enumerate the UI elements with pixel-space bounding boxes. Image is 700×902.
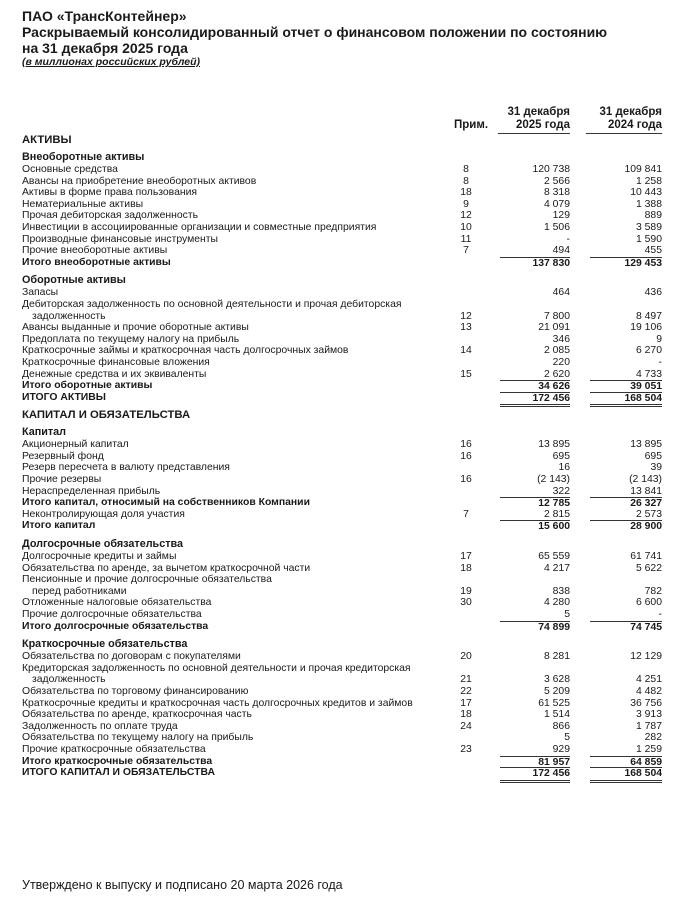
table-row (0, 334, 700, 346)
table-row (0, 497, 700, 509)
section-heading-row (0, 131, 700, 148)
row-label: АКТИВЫ (22, 134, 72, 146)
table-row (0, 609, 700, 621)
row-label: Активы в форме права пользования (22, 187, 198, 199)
document-header (22, 8, 682, 68)
subsection-heading-row (0, 635, 700, 651)
table-row (0, 621, 700, 633)
row-value-2025: 81 957 (500, 756, 570, 769)
row-note: 7 (463, 245, 469, 257)
row-value-2025: 2 815 (543, 508, 570, 520)
row-note: 22 (460, 685, 472, 697)
company-name: ПАО «ТрансКонтейнер» (22, 8, 187, 24)
row-value-2025: 4 217 (543, 562, 570, 574)
row-note: 15 (460, 368, 472, 380)
row-value-2025: 346 (552, 333, 570, 345)
row-value-2025: 1 506 (543, 221, 570, 233)
subsection-heading-row (0, 535, 700, 551)
row-label: Прочие краткосрочные обязательства (22, 743, 206, 755)
row-label: Внеоборотные активы (22, 151, 145, 163)
row-value-2025: 129 (552, 210, 570, 222)
row-note: 18 (460, 709, 472, 721)
subsection-heading-row (0, 148, 700, 164)
row-note: 18 (460, 562, 472, 574)
table-row (0, 698, 700, 710)
row-label: Долгосрочные кредиты и займы (22, 551, 177, 563)
row-value-2024: 3 913 (635, 709, 662, 721)
column-header-2024 (586, 106, 662, 134)
row-value-2024: 109 841 (624, 164, 662, 175)
row-value-2024: 3 589 (635, 221, 662, 233)
row-value-2024: 26 327 (590, 497, 662, 510)
row-value-2024: 695 (644, 450, 662, 462)
row-note: 10 (460, 221, 472, 233)
row-label: Обязательства по текущему налогу на прибыль (22, 732, 254, 744)
row-value-2024: 12 129 (630, 651, 662, 663)
row-label: Обязательства по договорам с покупателями (22, 651, 241, 663)
table-row (0, 164, 700, 176)
table-row (0, 686, 700, 698)
table-row (0, 663, 700, 675)
table-row (0, 222, 700, 234)
row-value-2025: 15 600 (500, 520, 570, 533)
row-label: Денежные средства и их эквиваленты (22, 368, 207, 380)
row-note: 17 (460, 551, 472, 563)
table-row (0, 199, 700, 211)
row-value-2025: 2 620 (543, 368, 570, 380)
row-value-2024: 889 (644, 210, 662, 222)
row-label: Прочие долгосрочные обязательства (22, 609, 202, 620)
row-value-2024: 168 504 (590, 767, 662, 783)
row-label: задолженность (32, 310, 106, 322)
row-label: Оборотные активы (22, 274, 126, 287)
table-row (0, 474, 700, 486)
row-label: Итого краткосрочные обязательства (22, 755, 213, 767)
row-value-2024: 4 251 (635, 674, 662, 686)
table-row (0, 392, 700, 404)
table-row (0, 744, 700, 756)
row-value-2024: 1 787 (635, 720, 662, 732)
row-value-2025: 220 (552, 356, 570, 368)
row-value-2024: 455 (644, 245, 662, 257)
row-note: 18 (460, 187, 472, 199)
row-label: Капитал (22, 426, 67, 439)
row-label: Инвестиции в ассоциированные организации и совместные предприятия (22, 221, 377, 233)
subsection-heading-row (0, 271, 700, 287)
row-label: Итого оборотные активы (22, 380, 153, 392)
row-note: 14 (460, 345, 472, 357)
row-value-2025: 34 626 (500, 380, 570, 393)
table-row (0, 574, 700, 586)
row-value-2024: - (658, 609, 662, 620)
row-value-2024: 36 756 (630, 697, 662, 709)
table-row (0, 345, 700, 357)
row-value-2025: 929 (552, 743, 570, 755)
row-value-2024: 39 051 (590, 380, 662, 393)
row-value-2025: 16 (558, 462, 570, 474)
row-value-2024: 4 733 (635, 368, 662, 380)
table-row (0, 732, 700, 744)
table-row (0, 380, 700, 392)
row-value-2024: (2 143) (629, 474, 662, 486)
row-value-2025: 322 (552, 485, 570, 497)
row-value-2025: (2 143) (537, 474, 570, 486)
table-row (0, 439, 700, 451)
row-value-2025: 8 281 (543, 651, 570, 663)
row-label: Запасы (22, 287, 59, 299)
row-value-2025: 5 (564, 732, 570, 744)
table-row (0, 187, 700, 199)
table-row (0, 721, 700, 733)
row-value-2025: 5 (564, 609, 570, 620)
table-row (0, 520, 700, 532)
table-row (0, 597, 700, 609)
row-value-2024: 6 600 (635, 597, 662, 609)
row-note: 21 (460, 674, 472, 686)
approval-footer: Утверждено к выпуску и подписано 20 марта 2026 года (22, 878, 343, 892)
row-label: задолженность (32, 674, 106, 686)
table-row (0, 462, 700, 474)
row-label: Дебиторская задолженность по основной деятельности и прочая дебиторская (22, 298, 402, 310)
subsection-heading-row (0, 423, 700, 439)
row-label: Итого капитал (22, 520, 96, 532)
table-row (0, 234, 700, 246)
row-value-2025: 21 091 (538, 322, 570, 334)
row-value-2025: 2 085 (543, 345, 570, 357)
row-note: 8 (463, 164, 469, 175)
row-label: Пенсионные и прочие долгосрочные обязательства (22, 574, 272, 586)
table-row (0, 586, 700, 598)
table-row (0, 674, 700, 686)
table-row (0, 509, 700, 521)
row-label: Предоплата по текущему налогу на прибыль (22, 333, 240, 345)
row-note: 16 (460, 439, 472, 451)
table-row (0, 767, 700, 779)
table-row (0, 322, 700, 334)
row-value-2025: 61 525 (538, 697, 570, 709)
row-note: 16 (460, 474, 472, 486)
row-value-2024: 782 (644, 585, 662, 597)
row-value-2024: 64 859 (590, 756, 662, 769)
row-label: Отложенные налоговые обязательства (22, 597, 212, 609)
row-value-2024: 8 497 (635, 310, 662, 322)
row-value-2025: 866 (552, 720, 570, 732)
table-row (0, 311, 700, 323)
row-label: Нематериальные активы (22, 198, 144, 210)
row-label: Итого капитал, относимый на собственников Компании (22, 497, 310, 509)
row-label: Долгосрочные обязательства (22, 538, 183, 551)
table-row (0, 551, 700, 563)
row-value-2025: 8 318 (543, 187, 570, 199)
row-note: 13 (460, 322, 472, 334)
table-row (0, 299, 700, 311)
column-header-2025 (498, 106, 570, 134)
row-label: Обязательства по торговому финансированию (22, 685, 249, 697)
row-value-2024: 10 443 (630, 187, 662, 199)
row-value-2024: 282 (644, 732, 662, 744)
row-label: Итого долгосрочные обязательства (22, 620, 209, 632)
table-row (0, 563, 700, 575)
row-value-2025: 838 (552, 585, 570, 597)
table-row (0, 245, 700, 257)
row-value-2025: 1 514 (543, 709, 570, 721)
row-value-2025: 5 209 (543, 685, 570, 697)
row-note: 9 (463, 198, 469, 210)
row-label: Обязательства по аренде, за вычетом краткосрочной части (22, 562, 311, 574)
row-label: Резерв пересчета в валюту представления (22, 462, 230, 474)
row-note: 11 (460, 233, 472, 245)
row-label: Акционерный капитал (22, 439, 129, 451)
row-label: Обязательства по аренде, краткосрочная часть (22, 709, 252, 721)
row-note: 12 (460, 310, 472, 322)
row-label: ИТОГО КАПИТАЛ И ОБЯЗАТЕЛЬСТВА (22, 767, 215, 779)
column-header-2024-line2: 2024 года (608, 119, 662, 131)
row-value-2025: 494 (552, 245, 570, 257)
row-label: Задолженность по оплате труда (22, 720, 178, 732)
row-value-2025: 172 456 (500, 392, 570, 408)
table-row (0, 357, 700, 369)
row-value-2025: 7 800 (543, 310, 570, 322)
row-label: Прочая дебиторская задолженность (22, 210, 199, 222)
row-note: 12 (460, 210, 472, 222)
table-row (0, 257, 700, 269)
column-header-2025-line1: 31 декабря (507, 106, 570, 118)
row-label: Краткосрочные кредиты и краткосрочная часть долгосрочных кредитов и займов (22, 697, 413, 709)
statement-title-line2: на 31 декабря 2025 года (22, 40, 188, 56)
row-label: Авансы выданные и прочие оборотные активы (22, 322, 249, 334)
row-value-2024: 19 106 (630, 322, 662, 334)
row-value-2025: 4 079 (543, 198, 570, 210)
table-row (0, 210, 700, 222)
row-value-2024: 168 504 (590, 392, 662, 408)
row-value-2024: 1 258 (635, 175, 662, 187)
row-value-2024: 74 745 (590, 621, 662, 634)
row-label: Кредиторская задолженность по основной деятельности и прочая кредиторская (22, 662, 411, 674)
row-note: 7 (463, 508, 469, 520)
row-label: ИТОГО АКТИВЫ (22, 391, 106, 403)
row-value-2025: 4 280 (543, 597, 570, 609)
row-value-2024: 1 590 (635, 233, 662, 245)
row-label: Производные финансовые инструменты (22, 233, 218, 245)
row-value-2024: 5 622 (635, 562, 662, 574)
row-value-2025: 3 628 (543, 674, 570, 686)
row-label: Авансы на приобретение внеоборотных активов (22, 175, 257, 187)
row-value-2024: - (658, 356, 662, 368)
row-label: Основные средства (22, 164, 118, 175)
table-row (0, 451, 700, 463)
section-heading-row (0, 406, 700, 423)
row-value-2024: 13 841 (630, 485, 662, 497)
column-header-2025-line2: 2025 года (516, 119, 570, 131)
table-row (0, 287, 700, 299)
row-value-2024: 39 (650, 462, 662, 474)
row-label: Краткосрочные финансовые вложения (22, 356, 210, 368)
row-label: Неконтролирующая доля участия (22, 508, 185, 520)
row-value-2024: 129 453 (590, 257, 662, 270)
table-row (0, 651, 700, 663)
column-header-note: Прим. (454, 119, 489, 131)
row-label: Краткосрочные обязательства (22, 638, 188, 651)
row-note: 17 (460, 697, 472, 709)
row-value-2025: 65 559 (538, 551, 570, 563)
row-value-2025: 74 899 (500, 621, 570, 634)
row-value-2024: 61 741 (630, 551, 662, 563)
row-value-2025: 464 (552, 287, 570, 299)
row-value-2024: 2 573 (635, 508, 662, 520)
table-row (0, 369, 700, 381)
row-note: 8 (463, 175, 469, 187)
table-row (0, 709, 700, 721)
row-label: Нераспределенная прибыль (22, 485, 161, 497)
row-label: Краткосрочные займы и краткосрочная часть долгосрочных займов (22, 345, 349, 357)
row-value-2025: 172 456 (500, 767, 570, 783)
column-header-2024-line1: 31 декабря (599, 106, 662, 118)
statement-title-line1: Раскрываемый консолидированный отчет о финансовом положении по состоянию (22, 24, 608, 40)
row-value-2025: 13 895 (538, 439, 570, 451)
row-value-2025: 2 566 (543, 175, 570, 187)
row-value-2024: 1 388 (635, 198, 662, 210)
row-value-2025: 695 (552, 450, 570, 462)
row-label: Резервный фонд (22, 450, 104, 462)
row-value-2024: 9 (656, 333, 662, 345)
table-row (0, 176, 700, 188)
table-row (0, 756, 700, 768)
row-note: 24 (460, 720, 472, 732)
row-value-2025: 137 830 (500, 257, 570, 270)
table-row (0, 486, 700, 498)
units-note: (в миллионах российских рублей) (22, 56, 201, 68)
row-label: Прочие внеоборотные активы (22, 245, 168, 257)
row-value-2024: 1 259 (635, 743, 662, 755)
row-value-2025: - (566, 233, 570, 245)
row-value-2024: 6 270 (635, 345, 662, 357)
row-note: 30 (460, 597, 472, 609)
row-label: Итого внеоборотные активы (22, 256, 171, 268)
row-note: 23 (460, 743, 472, 755)
row-note: 20 (460, 651, 472, 663)
row-value-2024: 28 900 (590, 520, 662, 533)
row-value-2025: 120 738 (532, 164, 570, 175)
row-value-2024: 4 482 (635, 685, 662, 697)
row-label: КАПИТАЛ И ОБЯЗАТЕЛЬСТВА (22, 409, 191, 422)
row-value-2024: 13 895 (630, 439, 662, 451)
row-label: перед работниками (32, 585, 127, 597)
row-label: Прочие резервы (22, 474, 102, 486)
row-note: 19 (460, 585, 472, 597)
row-note: 16 (460, 450, 472, 462)
statement-table (0, 131, 700, 779)
row-value-2024: 436 (644, 287, 662, 299)
row-value-2025: 12 785 (500, 497, 570, 510)
